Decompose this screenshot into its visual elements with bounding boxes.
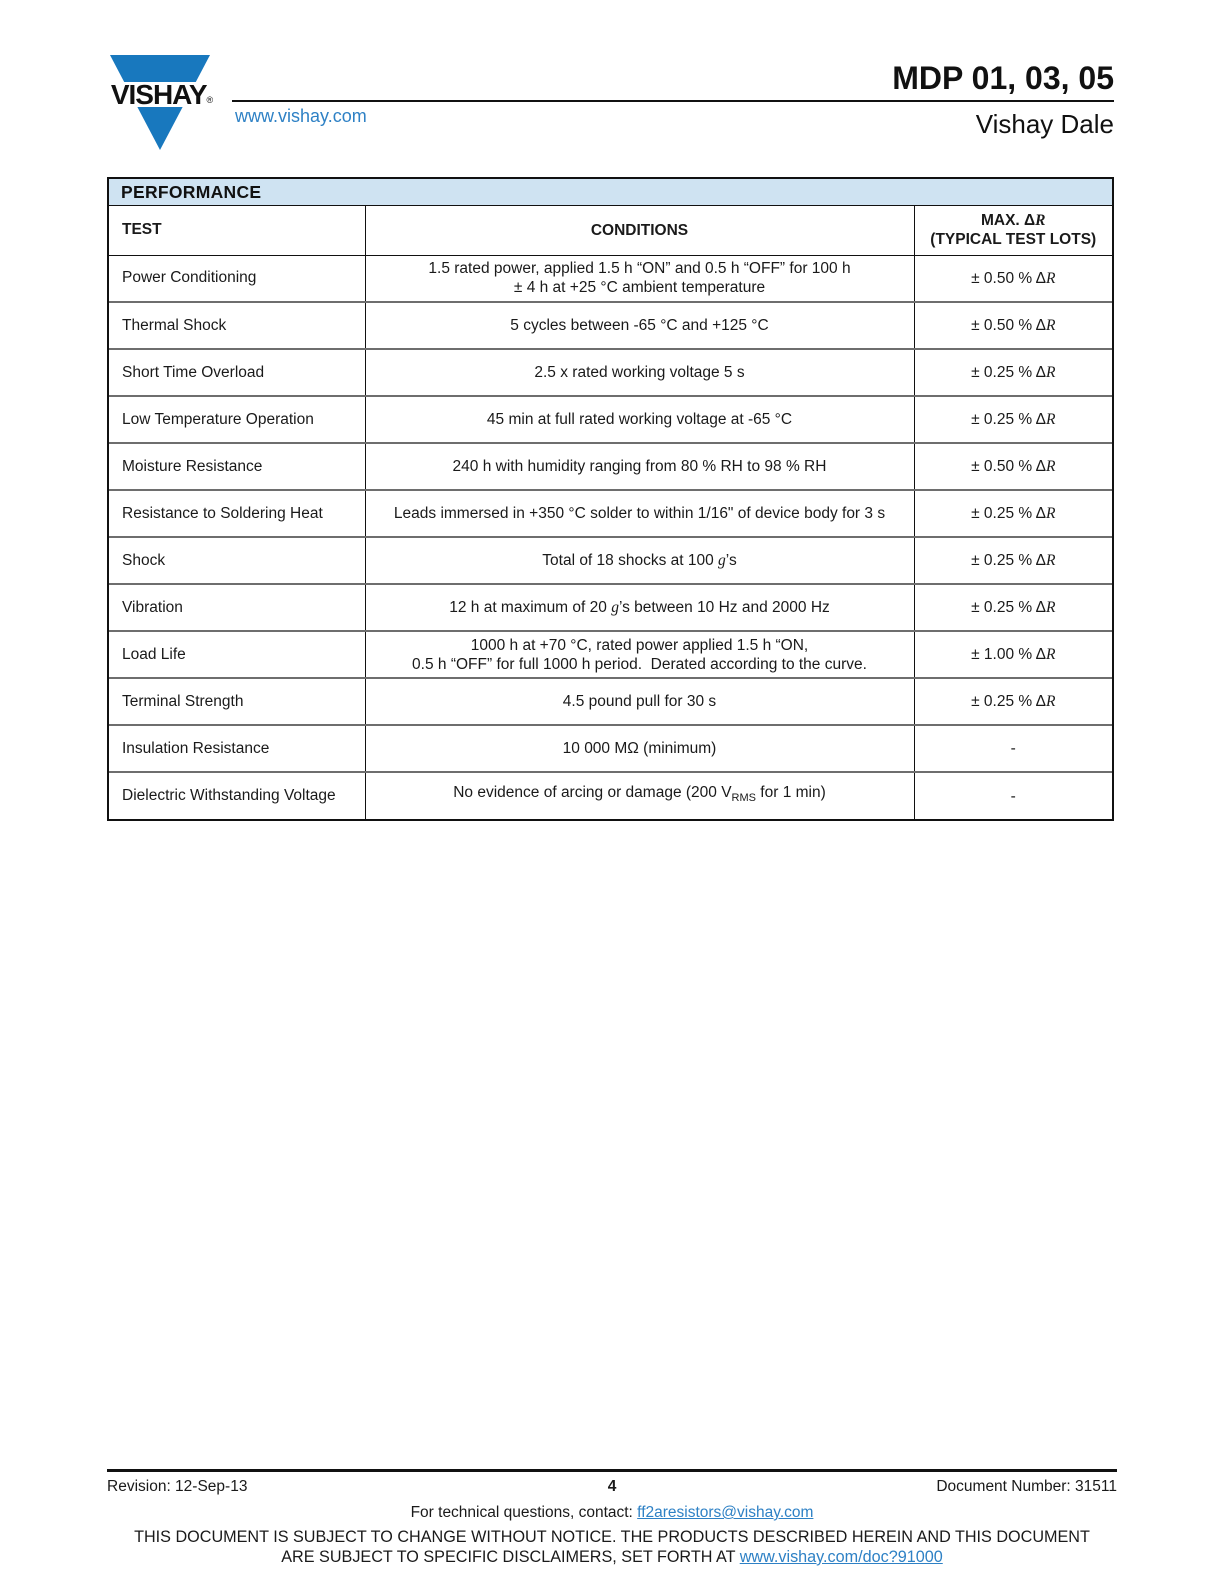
contact-email-link[interactable]: ff2aresistors@vishay.com (637, 1504, 814, 1521)
conditions-cell: 2.5 x rated working voltage 5 s (365, 349, 914, 396)
table-row (109, 725, 1112, 772)
test-cell: Terminal Strength (109, 678, 365, 725)
conditions-cell: Leads immersed in +350 °C solder to within 1/16" of device body for 3 s (365, 490, 914, 537)
conditions-cell: 12 h at maximum of 20 g’s between 10 Hz and 2000 Hz (365, 584, 914, 631)
table-row (109, 396, 1112, 443)
max-delta-r-cell: ± 0.50 % ΔR (914, 443, 1112, 490)
table-row (109, 631, 1112, 678)
max-delta-r-cell: ± 0.25 % ΔR (914, 537, 1112, 584)
column-header-conditions: CONDITIONS (365, 206, 914, 255)
conditions-cell: Total of 18 shocks at 100 g’s (365, 537, 914, 584)
max-delta-r-cell: - (914, 725, 1112, 772)
conditions-cell: 4.5 pound pull for 30 s (365, 678, 914, 725)
performance-table (109, 206, 1112, 819)
conditions-cell: 45 min at full rated working voltage at -65 °C (365, 396, 914, 443)
max-delta-r-cell: - (914, 772, 1112, 819)
disclaimer-line-2-text: ARE SUBJECT TO SPECIFIC DISCLAIMERS, SET FORTH AT (281, 1548, 740, 1566)
conditions-cell: 1.5 rated power, applied 1.5 h “ON” and 0.5 h “OFF” for 100 h ± 4 h at +25 °C ambient temperature (365, 255, 914, 302)
contact-prefix-text: For technical questions, contact: (410, 1504, 638, 1521)
conditions-cell: 5 cycles between -65 °C and +125 °C (365, 302, 914, 349)
test-cell: Power Conditioning (122, 269, 257, 287)
test-cell: Dielectric Withstanding Voltage (109, 772, 365, 819)
conditions-cell: 1000 h at +70 °C, rated power applied 1.5 h “ON, 0.5 h “OFF” for full 1000 h period. Derated according to the curve. (365, 631, 914, 678)
vishay-wordmark (105, 78, 219, 110)
test-cell: Vibration (109, 584, 365, 631)
conditions-cell: 10 000 MΩ (minimum) (365, 725, 914, 772)
table-row (109, 349, 1112, 396)
table-row (109, 772, 1112, 819)
test-cell: Resistance to Soldering Heat (109, 490, 365, 537)
table-row (109, 584, 1112, 631)
registered-mark: ® (206, 95, 214, 105)
max-delta-r-cell: ± 0.25 % ΔR (914, 396, 1112, 443)
document-title: MDP 01, 03, 05 (892, 60, 1114, 96)
test-cell: Insulation Resistance (109, 725, 365, 772)
table-row (109, 490, 1112, 537)
vishay-site-link[interactable]: www.vishay.com (235, 106, 367, 126)
vishay-brand-text: VISHAY (110, 78, 207, 110)
test-cell: Shock (109, 537, 365, 584)
disclaimer-line-2 (0, 1548, 1224, 1567)
column-header-test: TEST (109, 206, 365, 255)
max-delta-r-cell: ± 0.25 % ΔR (914, 584, 1112, 631)
table-row (109, 537, 1112, 584)
max-delta-r-cell: ± 0.50 % ΔR (914, 255, 1112, 302)
disclaimer-doc-link[interactable]: www.vishay.com/doc?91000 (739, 1548, 943, 1566)
performance-table-body (109, 255, 1112, 819)
disclaimer-line-1: THIS DOCUMENT IS SUBJECT TO CHANGE WITHOUT NOTICE. THE PRODUCTS DESCRIBED HEREIN AND THIS DOCUMENT (134, 1528, 1090, 1546)
page-number: 4 (607, 1478, 617, 1495)
max-delta-r-cell: ± 1.00 % ΔR (914, 631, 1112, 678)
conditions-cell: No evidence of arcing or damage (200 $V_{RMS}$ for 1 min) (365, 772, 914, 819)
table-header-row (109, 206, 1112, 255)
column-header-max-delta-r: MAX. ΔR (TYPICAL TEST LOTS) (914, 206, 1112, 255)
conditions-cell: 240 h with humidity ranging from 80 % RH to 98 % RH (365, 443, 914, 490)
max-delta-r-cell: ± 0.25 % ΔR (914, 678, 1112, 725)
test-cell: Low Temperature Operation (109, 396, 365, 443)
max-delta-r-cell: ± 0.50 % ΔR (914, 302, 1112, 349)
footer-divider (107, 1469, 1117, 1472)
table-row (109, 302, 1112, 349)
table-row (109, 678, 1112, 725)
performance-section (107, 177, 1114, 821)
max-delta-r-cell: ± 0.25 % ΔR (914, 349, 1112, 396)
table-row (109, 255, 1112, 302)
max-delta-r-cell: ± 0.25 % ΔR (914, 490, 1112, 537)
test-cell: Short Time Overload (109, 349, 365, 396)
revision-text: Revision: 12-Sep-13 (107, 1478, 248, 1495)
table-row (109, 443, 1112, 490)
vishay-logo (108, 55, 212, 150)
test-cell: Moisture Resistance (109, 443, 365, 490)
document-subtitle: Vishay Dale (975, 109, 1114, 139)
header-divider (232, 100, 1114, 102)
performance-banner: PERFORMANCE (109, 179, 1112, 206)
contact-line (0, 1504, 1224, 1522)
test-cell: Load Life (109, 631, 365, 678)
document-number: Document Number: 31511 (936, 1478, 1117, 1495)
test-cell: Thermal Shock (109, 302, 365, 349)
